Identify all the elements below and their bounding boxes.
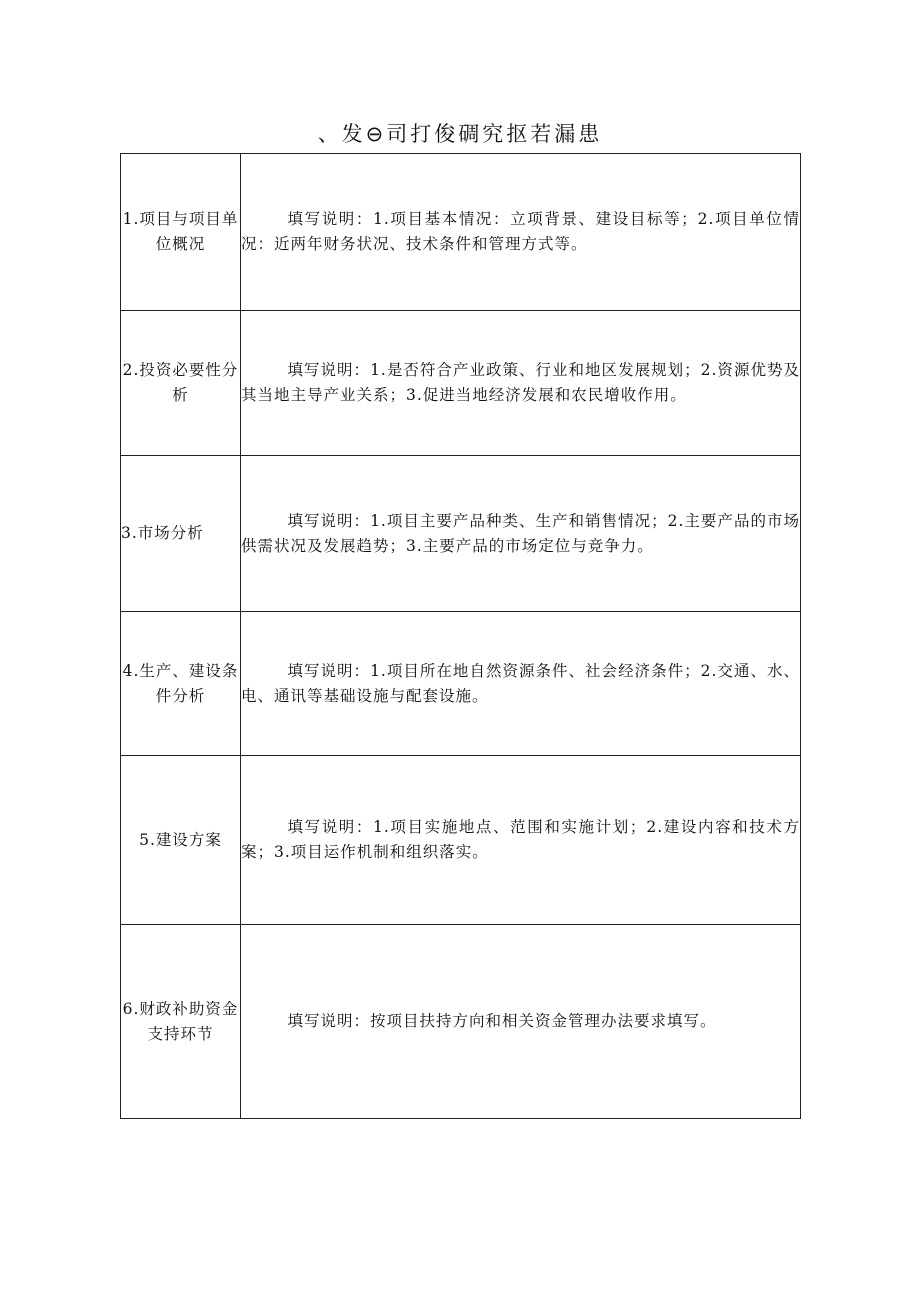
document-title: 、发⊖司打俊碉究抠若漏患: [317, 122, 603, 146]
row-description-investment-necessity[interactable]: 填写说明：1.是否符合产业政策、行业和地区发展规划；2.资源优势及其当地主导产业关系；3.促进当地经济发展和农民增收作用。: [241, 311, 801, 456]
report-form-table: [120, 153, 801, 1119]
row-label-investment-necessity: 2.投资必要性分析: [121, 311, 241, 456]
table-row: [121, 456, 801, 612]
row-description-construction-plan[interactable]: 填写说明：1.项目实施地点、范围和实施计划；2.建设内容和技术方案；3.项目运作机制和组织落实。: [241, 756, 801, 925]
row-label-project-overview: 1.项目与项目单位概况: [121, 154, 241, 311]
table-row: [121, 612, 801, 756]
row-label-fiscal-subsidy: 6.财政补助资金支持环节: [121, 925, 241, 1119]
table-row: [121, 154, 801, 311]
row-description-market-analysis[interactable]: 填写说明：1.项目主要产品种类、生产和销售情况；2.主要产品的市场供需状况及发展趋势；3.主要产品的市场定位与竞争力。: [241, 456, 801, 612]
row-label-construction-plan: 5.建设方案: [121, 756, 241, 925]
table-row: [121, 311, 801, 456]
row-label-market-analysis: 3.市场分析: [121, 456, 241, 612]
row-description-project-overview[interactable]: 填写说明：1.项目基本情况：立项背景、建设目标等；2.项目单位情况：近两年财务状况、技术条件和管理方式等。: [241, 154, 801, 311]
table-row: [121, 756, 801, 925]
row-label-production-conditions: 4.生产、建设条件分析: [121, 612, 241, 756]
row-description-fiscal-subsidy[interactable]: 填写说明：按项目扶持方向和相关资金管理办法要求填写。: [241, 925, 801, 1119]
row-description-production-conditions[interactable]: 填写说明：1.项目所在地自然资源条件、社会经济条件；2.交通、水、电、通讯等基础设施与配套设施。: [241, 612, 801, 756]
table-row: [121, 925, 801, 1119]
